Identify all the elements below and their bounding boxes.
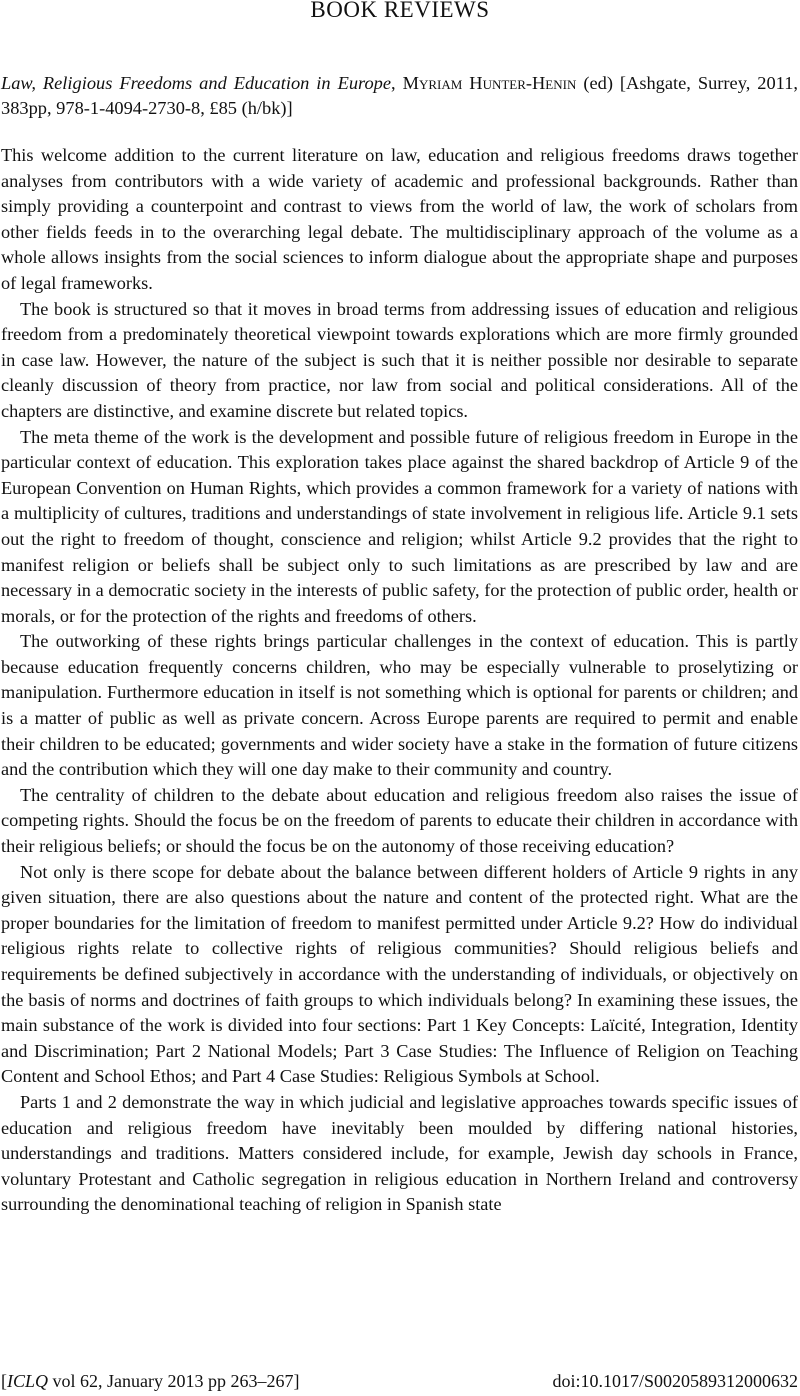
citation-separator: , xyxy=(391,73,403,93)
book-citation xyxy=(1,71,798,121)
review-paragraph: The meta theme of the work is the development and possible future of religious freedom in Europe in the particular context of education. This exploration takes place against the shared backdrop of Article 9 of the European Convention on Human Rights, which provides a common framework for a variety of nations with a multiplicity of cultures, traditions and understandings of state involvement in religious life. Article 9.1 sets out the right to freedom of thought, conscience and religion; whilst Article 9.2 provides that the right to manifest religion or beliefs shall be subject only to such limitations as are prescribed by law and are necessary in a democratic society in the interests of public safety, for the protection of public order, health or morals, or for the protection of the rights and freedoms of others. xyxy=(1,426,798,626)
review-paragraph: This welcome addition to the current literature on law, education and religious freedoms draws together analyses from contributors with a wide variety of academic and professional backgrounds. Rather than simply providing a counterpoint and contrast to views from the world of law, the work of scholars from other fields feeds in to the overarching legal debate. The multidisciplinary approach of the volume as a whole allows insights from the social sciences to inform dialogue about the appropriate shape and purposes of legal frameworks. xyxy=(1,145,798,293)
review-paragraph: The centrality of children to the debate about education and religious freedom also raises the issue of competing rights. Should the focus be on the freedom of parents to educate their children in accordance with their religious beliefs; or should the focus be on the autonomy of those receiving education? xyxy=(1,784,798,857)
review-paragraph: Parts 1 and 2 demonstrate the way in which judicial and legislative approaches towards specific issues of education and religious freedom have inevitably been moulded by differing national histories, understandings and traditions. Matters considered include, for example, Jewish day schools in France, voluntary Protestant and Catholic segregation in religious education in Northern Ireland and controversy surrounding the denominational teaching of religion in Spanish state xyxy=(1,1091,798,1215)
running-head: BOOK REVIEWS xyxy=(310,0,490,22)
review-paragraph: The book is structured so that it moves in broad terms from addressing issues of education and religious freedom from a predominately theoretical viewpoint towards explorations which are more firmly grounded in case law. However, the nature of the subject is such that it is neither possible nor desirable to separate cleanly discussion of theory from practice, nor law from social and political considerations. All of the chapters are distinctive, and examine discrete but related topics. xyxy=(1,298,798,421)
review-paragraph: Not only is there scope for debate about the balance between different holders of Article 9 rights in any given situation, there are also questions about the nature and content of the protected right. What are the proper boundaries for the limitation of freedom to manifest permitted under Article 9.2? How do individual religious rights relate to collective rights of religious communities? Should religious beliefs and requirements be defined subjectively in accordance with the understanding of individuals, or objectively on the basis of norms and doctrines of faith groups to which individuals belong? In examining these issues, the main substance of the work is divided into four sections: Part 1 Key Concepts: Laïcité, Integration, Identity and Discrimination; Part 2 National Models; Part 3 Case Studies: The Influence of Religion on Teaching Content and School Ethos; and Part 4 Case Studies: Religious Symbols at School. xyxy=(1,861,798,1087)
doi: doi:10.1017/S0020589312000632 xyxy=(552,1371,798,1391)
book-details: (ed) [Ashgate, Surrey, 2011, 383pp, 978-1-4094-2730-8, £85 (h/bk)] xyxy=(1,73,798,118)
review-body xyxy=(1,143,798,1218)
book-editor: Myriam Hunter-Henin xyxy=(402,73,577,93)
journal-issue: vol 62, January 2013 pp 263–267 xyxy=(48,1371,294,1391)
page-footer xyxy=(1,1370,798,1392)
review-paragraph: The outworking of these rights brings particular challenges in the context of education. This is partly because education frequently concerns children, who may be especially vulnerable to proselytizing or manipulation. Furthermore education in itself is not something which is optional for parents or children; and is a matter of public as well as private concern. Across Europe parents are required to permit and enable their children to be educated; governments and wider society have a stake in the formation of future citizens and the contribution which they will one day make to their community and country. xyxy=(1,631,798,780)
journal-abbrev: ICLQ xyxy=(7,1371,49,1391)
journal-reference: [ICLQ vol 62, January 2013 pp 263–267] xyxy=(1,1371,300,1391)
book-title: Law, Religious Freedoms and Education in Europe xyxy=(1,73,392,93)
